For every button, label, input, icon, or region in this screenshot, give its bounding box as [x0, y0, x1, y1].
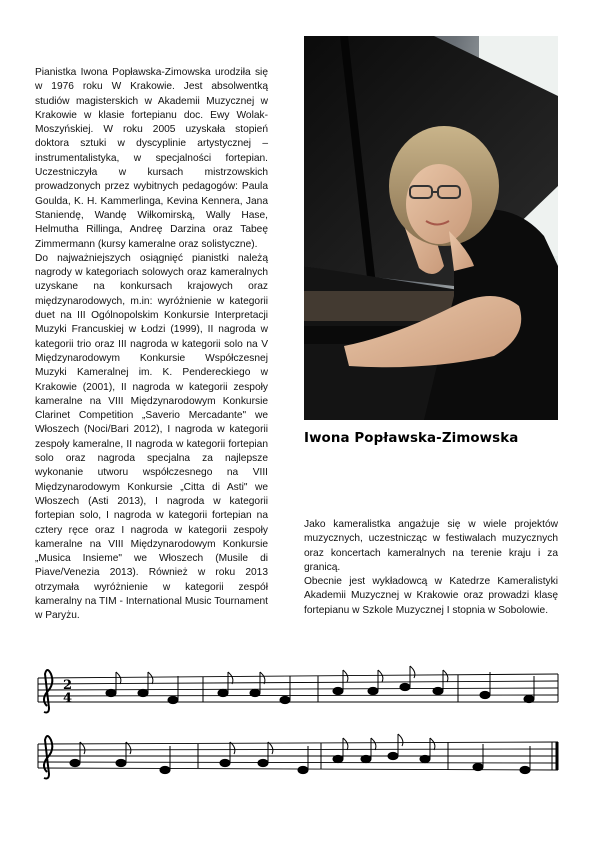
pianist-photo	[304, 36, 558, 420]
treble-clef-icon	[44, 670, 52, 713]
music-staff-graphic	[33, 660, 563, 800]
time-signature-top: 2	[63, 678, 73, 693]
pianist-photo-image	[304, 36, 558, 420]
bio-paragraph-chamber: Jako kameralistka angażuje się w wiele projektów muzycznych, uczestnicząc w festiwalach muzycznych oraz koncertach kameralnych na terenie kraju i za granicą.	[304, 519, 558, 573]
notes-staff-1	[106, 666, 534, 704]
music-notation	[33, 660, 563, 800]
biography-right-column	[304, 518, 558, 618]
bio-paragraph-awards: Do najważniejszych osiągnięć pianistki należą nagrody w kategoriach solowych oraz kameralnych uzyskane na konkursach krajowych oraz międzynarodowych, m.in: wyróżnienie w kategorii duet na III Ogólnopolskim Konkursie Interpretacji Muzyki Francuskiej w Łodzi (1999), II nagroda w kategorii trio oraz III nagroda w kategorii solo na V Międzynarodowym Konkursie Współczesnej Muzyki Kameralnej im. K. Pendereckiego w Krakowie (2001), II nagroda w kategorii zespoły kameralne na VIII Międzynarodowym Konkursie Clarinet Competition „Saverio Mercadante" we Włoszech (Noci/Bari 2012), I nagroda w kategorii zespoły kameralne, II nagroda w kategorii fortepian solo oraz nagroda specjalna za najlepsze wykonanie utworu współczesnego na VIII Międzynarodowym Konkursie „Citta di Asti" we Włoszech (Asti 2013), I nagroda w kategorii fortepian solo, I nagroda w kategorii fortepian na cztery ręce oraz I nagroda w kategorii zespoły kameralne na VIII Międzynarodowym Konkursie „Musica Insieme" we Włoszech (Musile di Piave/Venezia 2013). Również w roku 2013 otrzymała wyróżnienie w kategorii zespół kameralny na TIM - International Music Tournament w Paryżu.	[35, 252, 268, 622]
bio-paragraph-education: Pianistka Iwona Popławska-Zimowska urodziła się w 1976 roku W Krakowie. Jest absolwentką studiów magisterskich w Akademii Muzycznej w Krakowie w klasie fortepianu doc. Ewy Wolak-Moszyńskiej. W roku 2005 uzyskała stopień doktora sztuki w dyscyplinie artystycznej – instrumentalistyka, w specjalności fortepian. Uczestniczyła w kursach mistrzowskich prowadzonych przez wybitnych pedagogów: Paula Goulda, K. H. Kammerlinga, Kevina Kennera, Jana Staniendę, Wandę Wiłkomirską, Wally Hase, Helmutha Rillinga, Andreę Darzina oraz Tabeę Zimmermann (kursy kameralne oraz solistyczne).	[35, 67, 268, 250]
photo-caption: Iwona Popławska-Zimowska	[304, 431, 519, 446]
biography-left-column	[35, 66, 268, 624]
notes-staff-2	[70, 734, 530, 774]
treble-clef-icon	[44, 736, 52, 779]
bio-paragraph-teaching: Obecnie jest wykładowcą w Katedrze Kameralistyki Akademii Muzycznej w Krakowie oraz prowadzi klasę fortepianu w Szkole Muzycznej I stopnia w Sobolowie.	[304, 576, 558, 616]
time-signature-bottom: 4	[63, 691, 73, 706]
